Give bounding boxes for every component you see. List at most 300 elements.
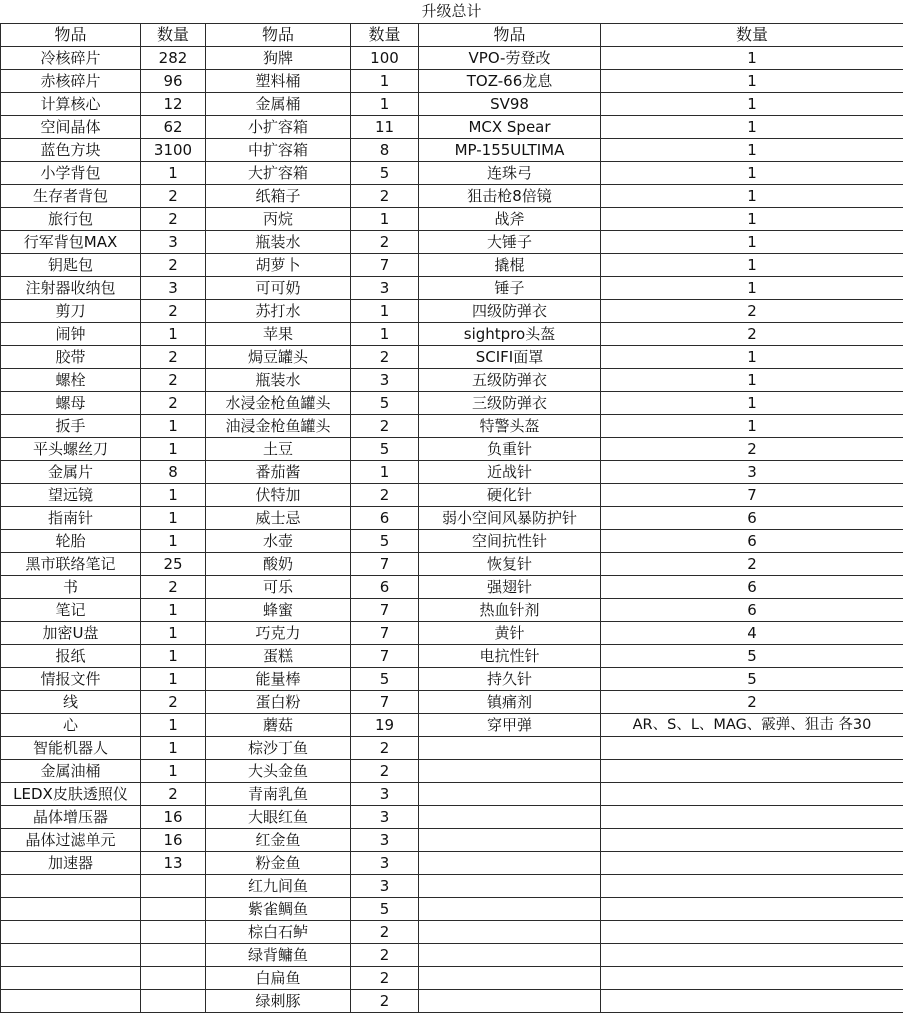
cell-qty-3[interactable]: 1	[601, 208, 903, 231]
sheet-title: 升级总计	[421, 2, 482, 20]
cell-item-1[interactable]: 闹钟	[1, 323, 141, 346]
cell-item-3[interactable]: VPO-劳登改	[419, 47, 601, 70]
cell-qty-1[interactable]: 16	[141, 829, 206, 852]
cell-item-3[interactable]	[419, 737, 601, 760]
cell-item-1[interactable]: LEDX皮肤透照仪	[1, 783, 141, 806]
cell-qty-3[interactable]: 1	[601, 70, 903, 93]
table-row	[1, 737, 903, 760]
cell-qty-3[interactable]	[601, 875, 903, 898]
cell-qty-2[interactable]: 11	[351, 116, 419, 139]
cell-item-1[interactable]: 望远镜	[1, 484, 141, 507]
header-qty-2[interactable]: 数量	[351, 24, 419, 47]
cell-qty-2[interactable]: 2	[351, 185, 419, 208]
cell-qty-3[interactable]: 1	[601, 369, 903, 392]
cell-qty-3[interactable]	[601, 760, 903, 783]
cell-item-3[interactable]: sightpro头盔	[419, 323, 601, 346]
cell-qty-1[interactable]: 3	[141, 231, 206, 254]
cell-item-3[interactable]	[419, 921, 601, 944]
cell-qty-2[interactable]: 1	[351, 323, 419, 346]
cell-qty-1[interactable]: 1	[141, 714, 206, 737]
cell-item-1[interactable]	[1, 990, 141, 1013]
cell-item-1[interactable]: 黑市联络笔记	[1, 553, 141, 576]
cell-item-2[interactable]: 土豆	[206, 438, 351, 461]
cell-item-3[interactable]: 强翅针	[419, 576, 601, 599]
cell-item-2[interactable]: 巧克力	[206, 622, 351, 645]
cell-qty-1[interactable]: 96	[141, 70, 206, 93]
cell-qty-1[interactable]: 282	[141, 47, 206, 70]
cell-qty-3[interactable]: 2	[601, 323, 903, 346]
cell-item-2[interactable]: 丙烷	[206, 208, 351, 231]
cell-item-2[interactable]: 棕沙丁鱼	[206, 737, 351, 760]
cell-qty-2[interactable]: 7	[351, 622, 419, 645]
header-item-1[interactable]: 物品	[1, 24, 141, 47]
cell-qty-2[interactable]: 5	[351, 530, 419, 553]
cell-item-3[interactable]	[419, 783, 601, 806]
cell-item-3[interactable]: 大锤子	[419, 231, 601, 254]
cell-item-1[interactable]: 注射器收纳包	[1, 277, 141, 300]
cell-qty-2[interactable]: 5	[351, 392, 419, 415]
cell-qty-3[interactable]: 1	[601, 47, 903, 70]
cell-qty-3[interactable]	[601, 921, 903, 944]
cell-qty-1[interactable]: 13	[141, 852, 206, 875]
cell-qty-2[interactable]: 3	[351, 852, 419, 875]
cell-item-3[interactable]: 热血针剂	[419, 599, 601, 622]
cell-item-2[interactable]: 蘑菇	[206, 714, 351, 737]
cell-qty-1[interactable]: 2	[141, 254, 206, 277]
table-row	[1, 116, 903, 139]
cell-item-3[interactable]: SCIFI面罩	[419, 346, 601, 369]
cell-item-1[interactable]: 晶体增压器	[1, 806, 141, 829]
table-row	[1, 70, 903, 93]
cell-item-1[interactable]: 空间晶体	[1, 116, 141, 139]
cell-item-3[interactable]	[419, 829, 601, 852]
upgrade-table	[0, 23, 903, 1013]
cell-qty-1[interactable]	[141, 990, 206, 1013]
table-row	[1, 300, 903, 323]
cell-qty-1[interactable]: 2	[141, 392, 206, 415]
cell-qty-3[interactable]: 3	[601, 461, 903, 484]
cell-qty-1[interactable]: 1	[141, 645, 206, 668]
cell-item-2[interactable]: 小扩容箱	[206, 116, 351, 139]
table-row	[1, 668, 903, 691]
header-row	[1, 24, 903, 47]
cell-item-1[interactable]: 扳手	[1, 415, 141, 438]
cell-qty-3[interactable]	[601, 783, 903, 806]
table-row	[1, 852, 903, 875]
cell-item-1[interactable]: 线	[1, 691, 141, 714]
cell-qty-2[interactable]: 2	[351, 760, 419, 783]
cell-item-2[interactable]: 瓶装水	[206, 231, 351, 254]
cell-item-2[interactable]: 苹果	[206, 323, 351, 346]
cell-item-1[interactable]: 情报文件	[1, 668, 141, 691]
cell-item-2[interactable]: 瓶装水	[206, 369, 351, 392]
cell-qty-2[interactable]: 7	[351, 691, 419, 714]
cell-item-1[interactable]: 加速器	[1, 852, 141, 875]
cell-qty-3[interactable]: 1	[601, 116, 903, 139]
cell-item-3[interactable]	[419, 944, 601, 967]
table-row	[1, 461, 903, 484]
cell-item-3[interactable]	[419, 760, 601, 783]
cell-qty-3[interactable]: 1	[601, 392, 903, 415]
cell-qty-1[interactable]: 1	[141, 415, 206, 438]
cell-item-2[interactable]: 粉金鱼	[206, 852, 351, 875]
table-row	[1, 438, 903, 461]
cell-item-2[interactable]: 大眼红鱼	[206, 806, 351, 829]
cell-qty-3[interactable]: 1	[601, 277, 903, 300]
cell-item-3[interactable]: 四级防弹衣	[419, 300, 601, 323]
cell-qty-3[interactable]	[601, 737, 903, 760]
table-row	[1, 599, 903, 622]
cell-qty-1[interactable]: 16	[141, 806, 206, 829]
cell-item-2[interactable]: 青南乳鱼	[206, 783, 351, 806]
cell-item-3[interactable]: 黄针	[419, 622, 601, 645]
table-row	[1, 369, 903, 392]
cell-qty-2[interactable]: 7	[351, 254, 419, 277]
cell-item-3[interactable]: 三级防弹衣	[419, 392, 601, 415]
cell-qty-3[interactable]: 6	[601, 576, 903, 599]
cell-qty-3[interactable]: 2	[601, 300, 903, 323]
cell-qty-2[interactable]: 2	[351, 990, 419, 1013]
header-item-2[interactable]: 物品	[206, 24, 351, 47]
cell-qty-3[interactable]	[601, 852, 903, 875]
cell-item-3[interactable]: 恢复针	[419, 553, 601, 576]
cell-qty-2[interactable]: 3	[351, 875, 419, 898]
cell-qty-1[interactable]: 3100	[141, 139, 206, 162]
cell-qty-3[interactable]: 6	[601, 507, 903, 530]
cell-item-1[interactable]: 金属油桶	[1, 760, 141, 783]
cell-qty-1[interactable]: 2	[141, 783, 206, 806]
cell-item-2[interactable]: 伏特加	[206, 484, 351, 507]
cell-qty-2[interactable]: 2	[351, 944, 419, 967]
cell-qty-2[interactable]: 5	[351, 162, 419, 185]
cell-qty-1[interactable]: 12	[141, 93, 206, 116]
cell-qty-2[interactable]: 7	[351, 599, 419, 622]
table-row	[1, 277, 903, 300]
cell-qty-3[interactable]: AR、S、L、MAG、霰弹、狙击 各30	[601, 714, 903, 737]
cell-qty-2[interactable]: 2	[351, 484, 419, 507]
header-qty-3[interactable]: 数量	[601, 24, 903, 47]
table-row	[1, 415, 903, 438]
cell-item-1[interactable]: 冷核碎片	[1, 47, 141, 70]
cell-item-1[interactable]: 生存者背包	[1, 185, 141, 208]
cell-qty-1[interactable]: 2	[141, 300, 206, 323]
cell-item-2[interactable]: 大扩容箱	[206, 162, 351, 185]
cell-qty-3[interactable]: 1	[601, 93, 903, 116]
table-row	[1, 162, 903, 185]
cell-item-1[interactable]	[1, 944, 141, 967]
table-row	[1, 576, 903, 599]
cell-item-3[interactable]	[419, 898, 601, 921]
cell-item-1[interactable]: 螺母	[1, 392, 141, 415]
cell-qty-1[interactable]: 1	[141, 507, 206, 530]
table-row	[1, 875, 903, 898]
cell-qty-1[interactable]: 2	[141, 346, 206, 369]
cell-item-3[interactable]: 近战针	[419, 461, 601, 484]
cell-qty-2[interactable]: 7	[351, 553, 419, 576]
cell-item-3[interactable]: MCX Spear	[419, 116, 601, 139]
table-row	[1, 346, 903, 369]
cell-qty-3[interactable]	[601, 898, 903, 921]
table-row	[1, 507, 903, 530]
cell-item-3[interactable]	[419, 852, 601, 875]
cell-qty-2[interactable]: 2	[351, 737, 419, 760]
cell-item-2[interactable]: 威士忌	[206, 507, 351, 530]
table-row	[1, 530, 903, 553]
cell-item-1[interactable]: 晶体过滤单元	[1, 829, 141, 852]
cell-item-3[interactable]: 连珠弓	[419, 162, 601, 185]
cell-qty-3[interactable]	[601, 944, 903, 967]
cell-item-1[interactable]: 笔记	[1, 599, 141, 622]
cell-qty-1[interactable]	[141, 967, 206, 990]
cell-item-1[interactable]	[1, 967, 141, 990]
cell-qty-1[interactable]	[141, 875, 206, 898]
cell-item-1[interactable]: 钥匙包	[1, 254, 141, 277]
cell-qty-1[interactable]: 2	[141, 576, 206, 599]
cell-qty-3[interactable]: 6	[601, 599, 903, 622]
cell-qty-3[interactable]	[601, 990, 903, 1013]
cell-item-3[interactable]: 战斧	[419, 208, 601, 231]
cell-item-3[interactable]	[419, 875, 601, 898]
cell-item-1[interactable]: 行军背包MAX	[1, 231, 141, 254]
cell-item-1[interactable]: 小学背包	[1, 162, 141, 185]
cell-qty-2[interactable]: 1	[351, 300, 419, 323]
cell-qty-3[interactable]: 1	[601, 346, 903, 369]
cell-item-3[interactable]: 狙击枪8倍镜	[419, 185, 601, 208]
cell-item-2[interactable]: 胡萝卜	[206, 254, 351, 277]
cell-item-2[interactable]: 番茄酱	[206, 461, 351, 484]
cell-qty-3[interactable]: 5	[601, 645, 903, 668]
cell-item-3[interactable]: MP-155ULTIMA	[419, 139, 601, 162]
cell-item-1[interactable]: 金属片	[1, 461, 141, 484]
table-row	[1, 967, 903, 990]
cell-item-1[interactable]	[1, 875, 141, 898]
cell-item-2[interactable]: 紫雀鲷鱼	[206, 898, 351, 921]
cell-qty-2[interactable]: 3	[351, 829, 419, 852]
cell-item-1[interactable]: 加密U盘	[1, 622, 141, 645]
cell-qty-1[interactable]: 1	[141, 162, 206, 185]
cell-item-1[interactable]: 计算核心	[1, 93, 141, 116]
cell-item-1[interactable]: 平头螺丝刀	[1, 438, 141, 461]
table-row	[1, 783, 903, 806]
table-row	[1, 139, 903, 162]
cell-qty-3[interactable]: 1	[601, 254, 903, 277]
header-qty-1[interactable]: 数量	[141, 24, 206, 47]
table-row	[1, 622, 903, 645]
cell-qty-2[interactable]: 19	[351, 714, 419, 737]
cell-item-1[interactable]: 剪刀	[1, 300, 141, 323]
table-row	[1, 47, 903, 70]
cell-qty-1[interactable]: 1	[141, 438, 206, 461]
table-row	[1, 185, 903, 208]
cell-item-1[interactable]: 智能机器人	[1, 737, 141, 760]
table-row	[1, 208, 903, 231]
cell-item-3[interactable]: 空间抗性针	[419, 530, 601, 553]
cell-item-2[interactable]: 苏打水	[206, 300, 351, 323]
cell-qty-3[interactable]: 4	[601, 622, 903, 645]
table-row	[1, 231, 903, 254]
cell-qty-2[interactable]: 5	[351, 438, 419, 461]
cell-item-1[interactable]: 胶带	[1, 346, 141, 369]
cell-item-3[interactable]	[419, 990, 601, 1013]
cell-qty-2[interactable]: 2	[351, 346, 419, 369]
cell-item-3[interactable]: SV98	[419, 93, 601, 116]
cell-qty-1[interactable]: 1	[141, 668, 206, 691]
cell-qty-2[interactable]: 8	[351, 139, 419, 162]
cell-qty-2[interactable]: 6	[351, 507, 419, 530]
cell-item-3[interactable]: 锤子	[419, 277, 601, 300]
cell-qty-2[interactable]: 1	[351, 93, 419, 116]
cell-item-2[interactable]: 红九间鱼	[206, 875, 351, 898]
table-row	[1, 806, 903, 829]
cell-item-2[interactable]: 蛋糕	[206, 645, 351, 668]
cell-qty-3[interactable]: 1	[601, 162, 903, 185]
cell-item-2[interactable]: 白扁鱼	[206, 967, 351, 990]
table-row	[1, 484, 903, 507]
cell-qty-2[interactable]: 3	[351, 783, 419, 806]
cell-item-3[interactable]: 弱小空间风暴防护针	[419, 507, 601, 530]
cell-item-3[interactable]	[419, 806, 601, 829]
cell-qty-3[interactable]: 7	[601, 484, 903, 507]
cell-qty-1[interactable]: 25	[141, 553, 206, 576]
table-row	[1, 714, 903, 737]
cell-qty-1[interactable]: 1	[141, 530, 206, 553]
cell-item-3[interactable]: 负重针	[419, 438, 601, 461]
cell-item-2[interactable]: 大头金鱼	[206, 760, 351, 783]
cell-qty-2[interactable]: 1	[351, 70, 419, 93]
cell-item-3[interactable]	[419, 967, 601, 990]
cell-qty-2[interactable]: 100	[351, 47, 419, 70]
cell-qty-1[interactable]: 1	[141, 622, 206, 645]
cell-item-2[interactable]: 棕白石鲈	[206, 921, 351, 944]
table-row	[1, 645, 903, 668]
cell-item-1[interactable]: 书	[1, 576, 141, 599]
cell-item-3[interactable]: 撬棍	[419, 254, 601, 277]
cell-item-2[interactable]: 水壶	[206, 530, 351, 553]
cell-qty-1[interactable]: 1	[141, 599, 206, 622]
cell-qty-3[interactable]: 1	[601, 231, 903, 254]
cell-qty-2[interactable]: 7	[351, 645, 419, 668]
table-row	[1, 990, 903, 1013]
cell-item-2[interactable]: 纸箱子	[206, 185, 351, 208]
cell-qty-2[interactable]: 1	[351, 461, 419, 484]
cell-qty-1[interactable]	[141, 944, 206, 967]
cell-item-2[interactable]: 绿背鳙鱼	[206, 944, 351, 967]
cell-item-2[interactable]: 可乐	[206, 576, 351, 599]
cell-qty-1[interactable]: 2	[141, 185, 206, 208]
cell-qty-1[interactable]: 2	[141, 208, 206, 231]
cell-qty-2[interactable]: 1	[351, 208, 419, 231]
cell-item-2[interactable]: 蛋白粉	[206, 691, 351, 714]
cell-qty-2[interactable]: 3	[351, 369, 419, 392]
cell-item-3[interactable]: 五级防弹衣	[419, 369, 601, 392]
cell-qty-3[interactable]: 6	[601, 530, 903, 553]
cell-qty-2[interactable]: 5	[351, 898, 419, 921]
cell-qty-2[interactable]: 2	[351, 967, 419, 990]
cell-qty-2[interactable]: 2	[351, 415, 419, 438]
cell-item-2[interactable]: 焗豆罐头	[206, 346, 351, 369]
cell-item-2[interactable]: 红金鱼	[206, 829, 351, 852]
cell-qty-1[interactable]: 1	[141, 484, 206, 507]
cell-qty-2[interactable]: 2	[351, 921, 419, 944]
cell-qty-1[interactable]: 2	[141, 691, 206, 714]
cell-qty-2[interactable]: 3	[351, 806, 419, 829]
cell-item-1[interactable]: 轮胎	[1, 530, 141, 553]
cell-item-1[interactable]: 指南针	[1, 507, 141, 530]
cell-item-2[interactable]: 中扩容箱	[206, 139, 351, 162]
table-row	[1, 829, 903, 852]
table-row	[1, 691, 903, 714]
cell-qty-3[interactable]: 2	[601, 553, 903, 576]
cell-item-2[interactable]: 可可奶	[206, 277, 351, 300]
cell-qty-1[interactable]: 1	[141, 760, 206, 783]
table-row	[1, 760, 903, 783]
cell-item-3[interactable]: TOZ-66龙息	[419, 70, 601, 93]
cell-qty-2[interactable]: 3	[351, 277, 419, 300]
cell-qty-1[interactable]: 3	[141, 277, 206, 300]
cell-item-1[interactable]: 心	[1, 714, 141, 737]
cell-qty-3[interactable]	[601, 829, 903, 852]
cell-item-2[interactable]: 塑料桶	[206, 70, 351, 93]
cell-item-2[interactable]: 水浸金枪鱼罐头	[206, 392, 351, 415]
cell-qty-3[interactable]: 1	[601, 415, 903, 438]
table-row	[1, 898, 903, 921]
cell-qty-2[interactable]: 6	[351, 576, 419, 599]
cell-item-2[interactable]: 油浸金枪鱼罐头	[206, 415, 351, 438]
cell-item-1[interactable]: 报纸	[1, 645, 141, 668]
cell-qty-2[interactable]: 5	[351, 668, 419, 691]
cell-qty-3[interactable]	[601, 967, 903, 990]
cell-item-1[interactable]	[1, 921, 141, 944]
cell-qty-1[interactable]: 1	[141, 323, 206, 346]
table-row	[1, 93, 903, 116]
cell-qty-1[interactable]	[141, 898, 206, 921]
cell-item-3[interactable]: 镇痛剂	[419, 691, 601, 714]
cell-qty-3[interactable]: 1	[601, 185, 903, 208]
table-row	[1, 392, 903, 415]
table-row	[1, 323, 903, 346]
cell-item-2[interactable]: 绿刺豚	[206, 990, 351, 1013]
cell-item-2[interactable]: 金属桶	[206, 93, 351, 116]
cell-item-3[interactable]: 穿甲弹	[419, 714, 601, 737]
cell-qty-1[interactable]: 2	[141, 369, 206, 392]
cell-qty-3[interactable]: 1	[601, 139, 903, 162]
cell-item-3[interactable]: 持久针	[419, 668, 601, 691]
cell-item-1[interactable]: 螺栓	[1, 369, 141, 392]
cell-item-2[interactable]: 酸奶	[206, 553, 351, 576]
cell-qty-3[interactable]: 2	[601, 438, 903, 461]
cell-item-1[interactable]: 蓝色方块	[1, 139, 141, 162]
cell-qty-1[interactable]	[141, 921, 206, 944]
cell-item-2[interactable]: 能量棒	[206, 668, 351, 691]
cell-item-2[interactable]: 蜂蜜	[206, 599, 351, 622]
cell-qty-1[interactable]: 8	[141, 461, 206, 484]
cell-qty-3[interactable]	[601, 806, 903, 829]
cell-qty-3[interactable]: 5	[601, 668, 903, 691]
cell-item-1[interactable]: 赤核碎片	[1, 70, 141, 93]
cell-item-1[interactable]: 旅行包	[1, 208, 141, 231]
cell-item-1[interactable]	[1, 898, 141, 921]
cell-qty-2[interactable]: 2	[351, 231, 419, 254]
cell-item-3[interactable]: 电抗性针	[419, 645, 601, 668]
cell-qty-1[interactable]: 1	[141, 737, 206, 760]
cell-item-2[interactable]: 狗牌	[206, 47, 351, 70]
table-row	[1, 944, 903, 967]
header-item-3[interactable]: 物品	[419, 24, 601, 47]
cell-qty-1[interactable]: 62	[141, 116, 206, 139]
cell-item-3[interactable]: 特警头盔	[419, 415, 601, 438]
cell-item-3[interactable]: 硬化针	[419, 484, 601, 507]
cell-qty-3[interactable]: 2	[601, 691, 903, 714]
